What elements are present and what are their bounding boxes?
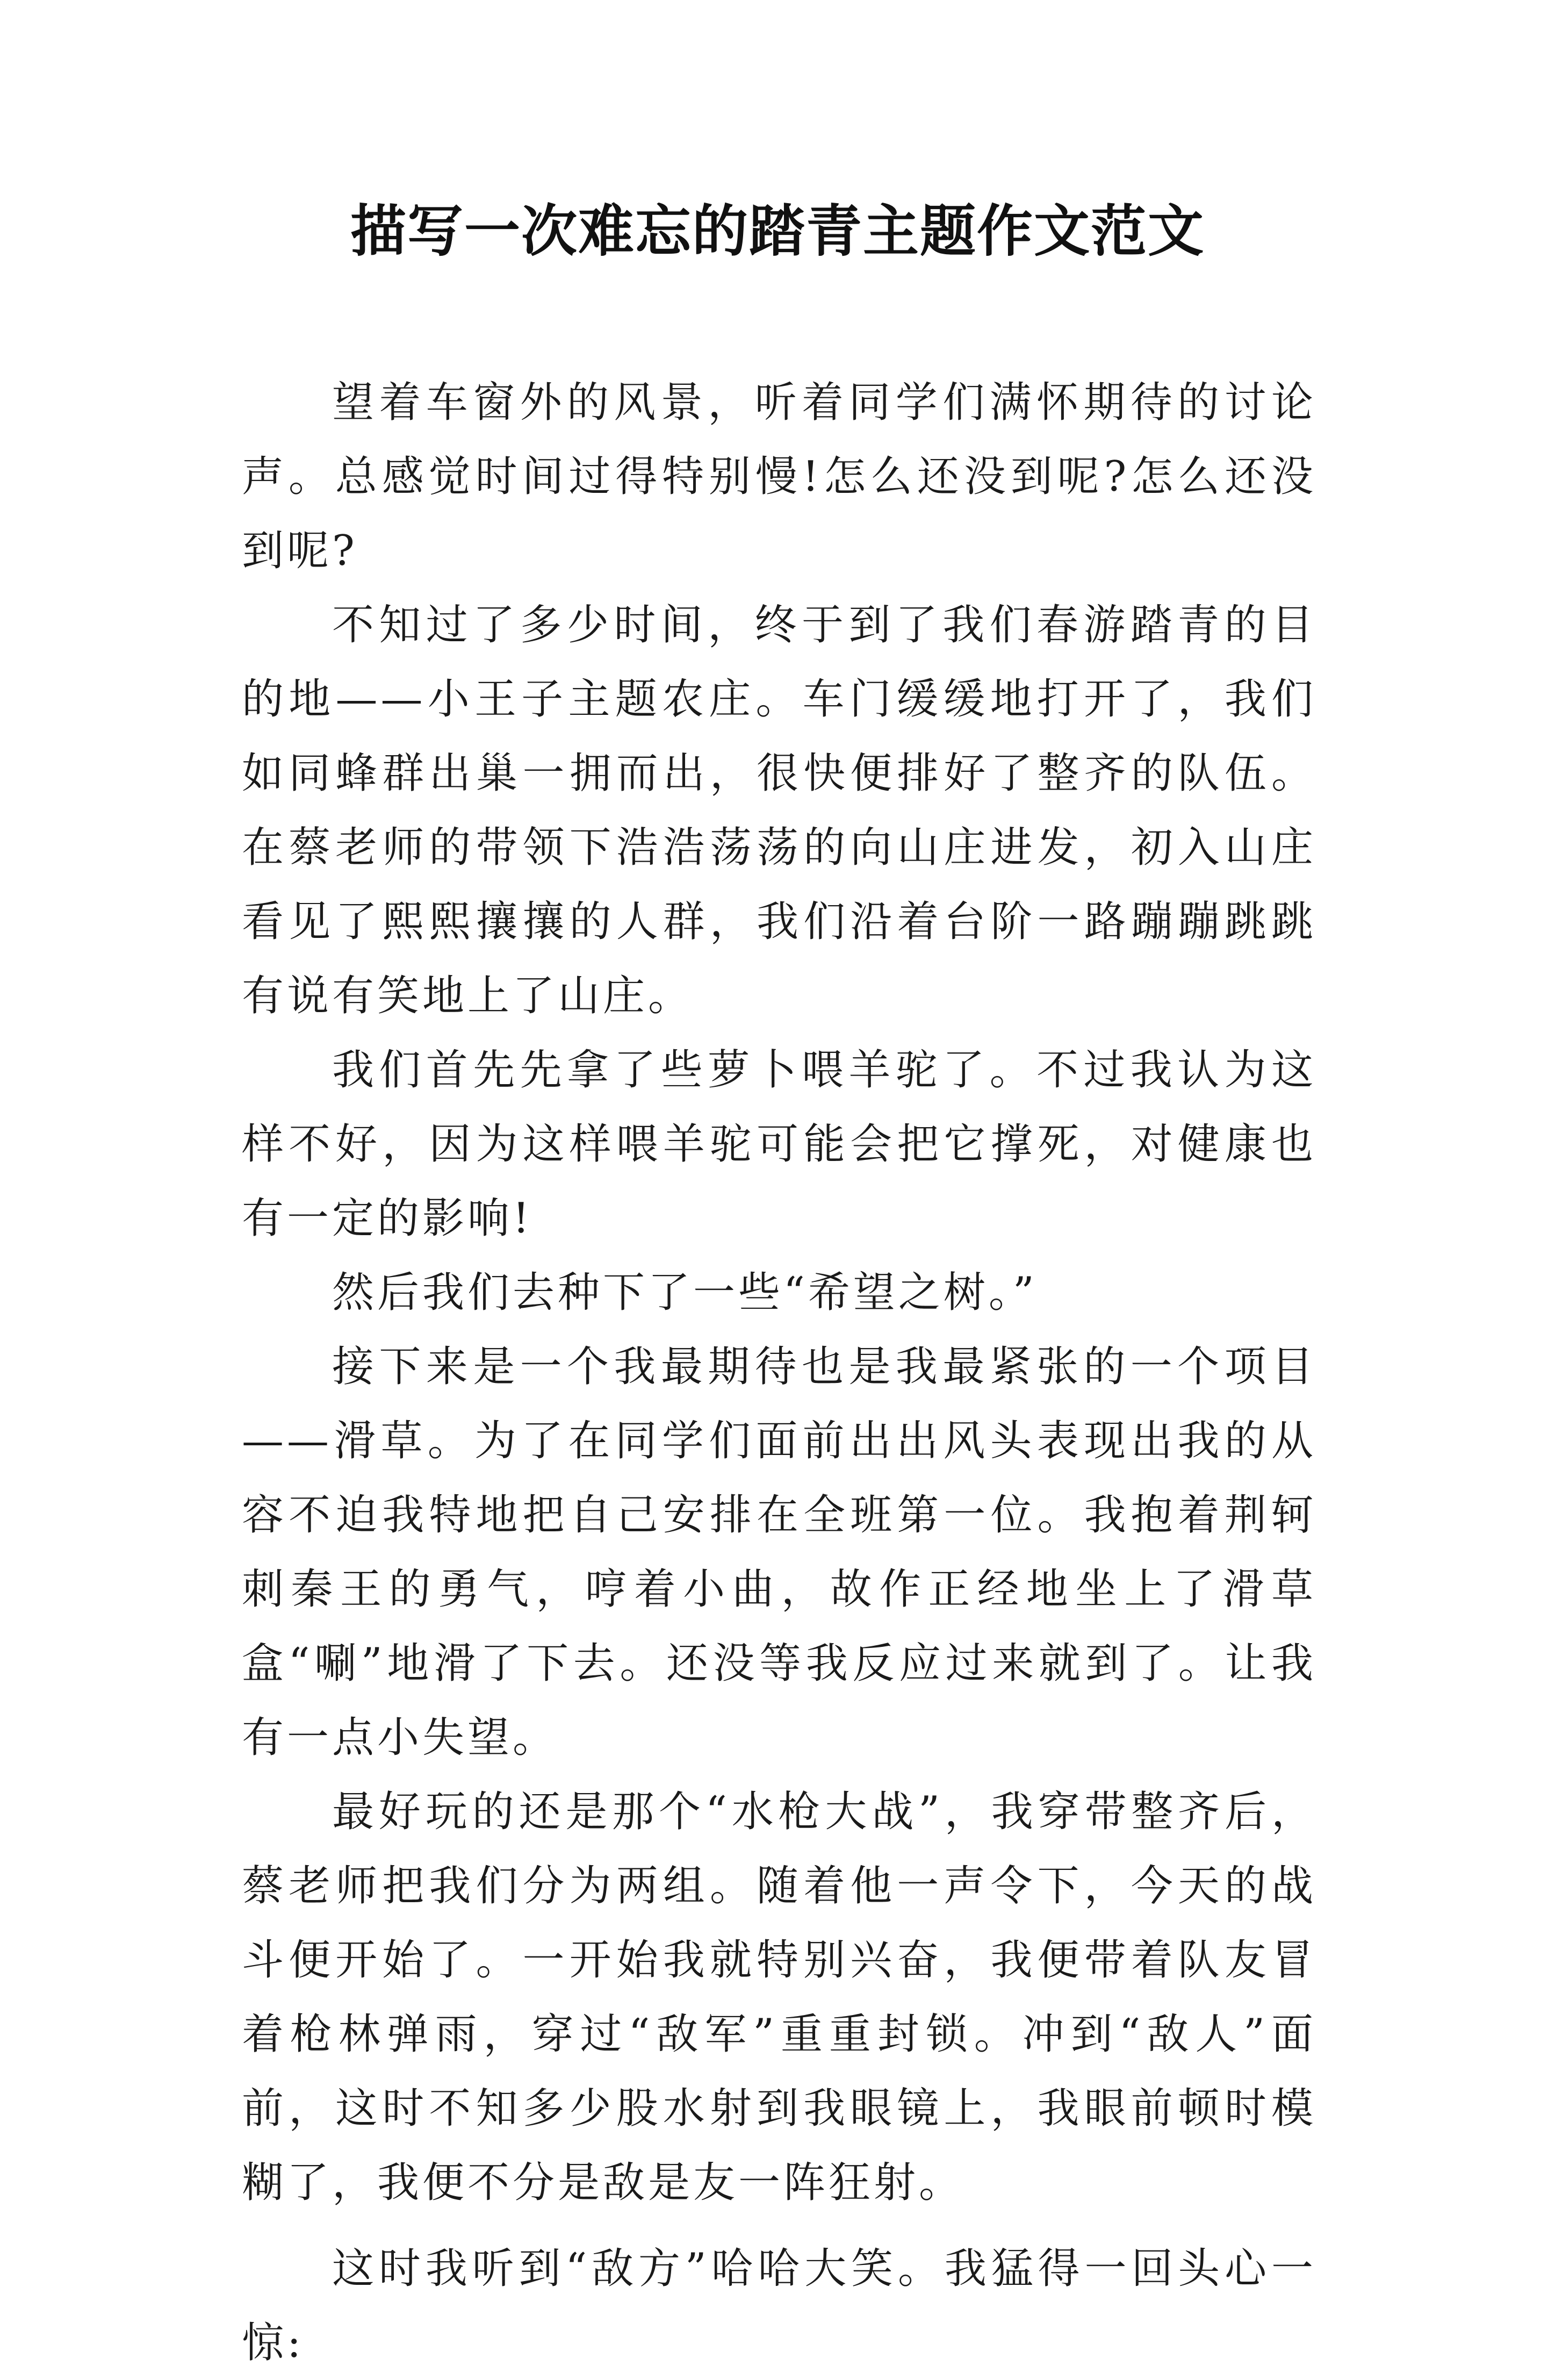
document-body: [242, 365, 1316, 2380]
paragraph-7: 这时我听到“敌方”哈哈大笑。我猛得一回头心一惊:: [242, 2245, 1316, 2367]
paragraph-1: 望着车窗外的风景，听着同学们满怀期待的讨论声。总感觉时间过得特别慢!怎么还没到呢?怎么还没到呢?: [242, 378, 1316, 575]
paragraph-4: 然后我们去种下了一些“希望之树。”: [332, 1268, 1038, 1317]
paragraph-5: 接下来是一个我最期待也是我最紧张的一个项目——滑草。为了在同学们面前出出风头表现出我的从容不迫我特地把自己安排在全班第一位。我抱着荆轲刺秦王的勇气，哼着小曲，故作正经地坐上了滑草盒“唰”地滑了下去。还没等我反应过来就到了。让我有一点小失望。: [242, 1343, 1316, 1762]
document-title: 描写一次难忘的踏青主题作文范文: [350, 198, 1205, 264]
paragraph-3: 我们首先先拿了些萝卜喂羊驼了。不过我认为这样不好，因为这样喂羊驼可能会把它撑死，对健康也有一定的影响!: [242, 1046, 1316, 1243]
paragraph-6: 最好玩的还是那个“水枪大战”，我穿带整齐后，蔡老师把我们分为两组。随着他一声令下，今天的战斗便开始了。一开始我就特别兴奋，我便带着队友冒着枪林弹雨，穿过“敌军”重重封锁。冲到“敌人”面前，这时不知多少股水射到我眼镜上，我眼前顿时模糊了，我便不分是敌是友一阵狂射。: [242, 1788, 1316, 2207]
paragraph-2: 不知过了多少时间，终于到了我们春游踏青的目的地——小王子主题农庄。车门缓缓地打开了，我们如同蜂群出巢一拥而出，很快便排好了整齐的队伍。在蔡老师的带领下浩浩荡荡的向山庄进发，初入山庄看见了熙熙攘攘的人群，我们沿着台阶一路蹦蹦跳跳有说有笑地上了山庄。: [242, 601, 1316, 1020]
